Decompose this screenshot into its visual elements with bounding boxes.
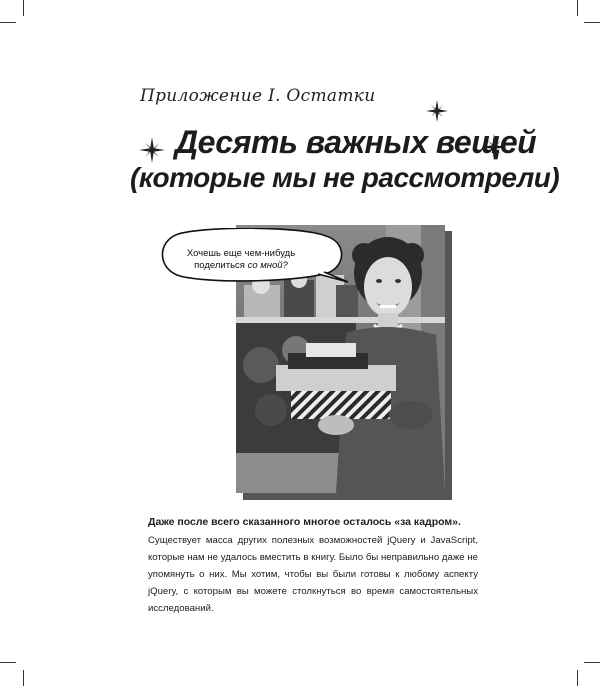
crop-mark xyxy=(23,670,24,686)
speech-bubble-line2 xyxy=(166,260,316,272)
crop-mark xyxy=(23,0,24,16)
crop-mark xyxy=(584,22,600,23)
chapter-subtitle: (которые мы не рассмотрели) xyxy=(130,162,560,193)
appendix-label: Приложение I. Остатки xyxy=(140,86,376,106)
crop-mark xyxy=(0,662,16,663)
speech-bubble-line1: Хочешь еще чем-нибудь xyxy=(186,248,296,259)
intro-lead: Даже после всего сказанного многое осталось «за кадром». xyxy=(148,516,461,528)
sparkle-icon xyxy=(426,100,448,122)
speech-bubble-text xyxy=(166,248,316,272)
chapter-title: Десять важных вещей xyxy=(175,124,537,160)
speech-bubble-line2-emphasis: со мной? xyxy=(247,260,288,271)
crop-mark xyxy=(0,22,16,23)
speech-bubble-line2-normal: поделиться xyxy=(194,260,248,271)
sparkle-icon xyxy=(139,137,165,163)
crop-mark xyxy=(577,0,578,16)
intro-paragraph xyxy=(148,514,478,617)
crop-mark xyxy=(584,662,600,663)
intro-text: Существует масса других полезных возможностей jQuery и JavaScript, которые нам не удалось вместить в книгу. Было бы неправильно даже не упомянуть о них. Мы хотим, чтобы вы были готовы к любому аспекту jQuery, с которым вы можете столкнуться во время самостоятельных исследований. xyxy=(148,535,478,614)
crop-mark xyxy=(577,670,578,686)
